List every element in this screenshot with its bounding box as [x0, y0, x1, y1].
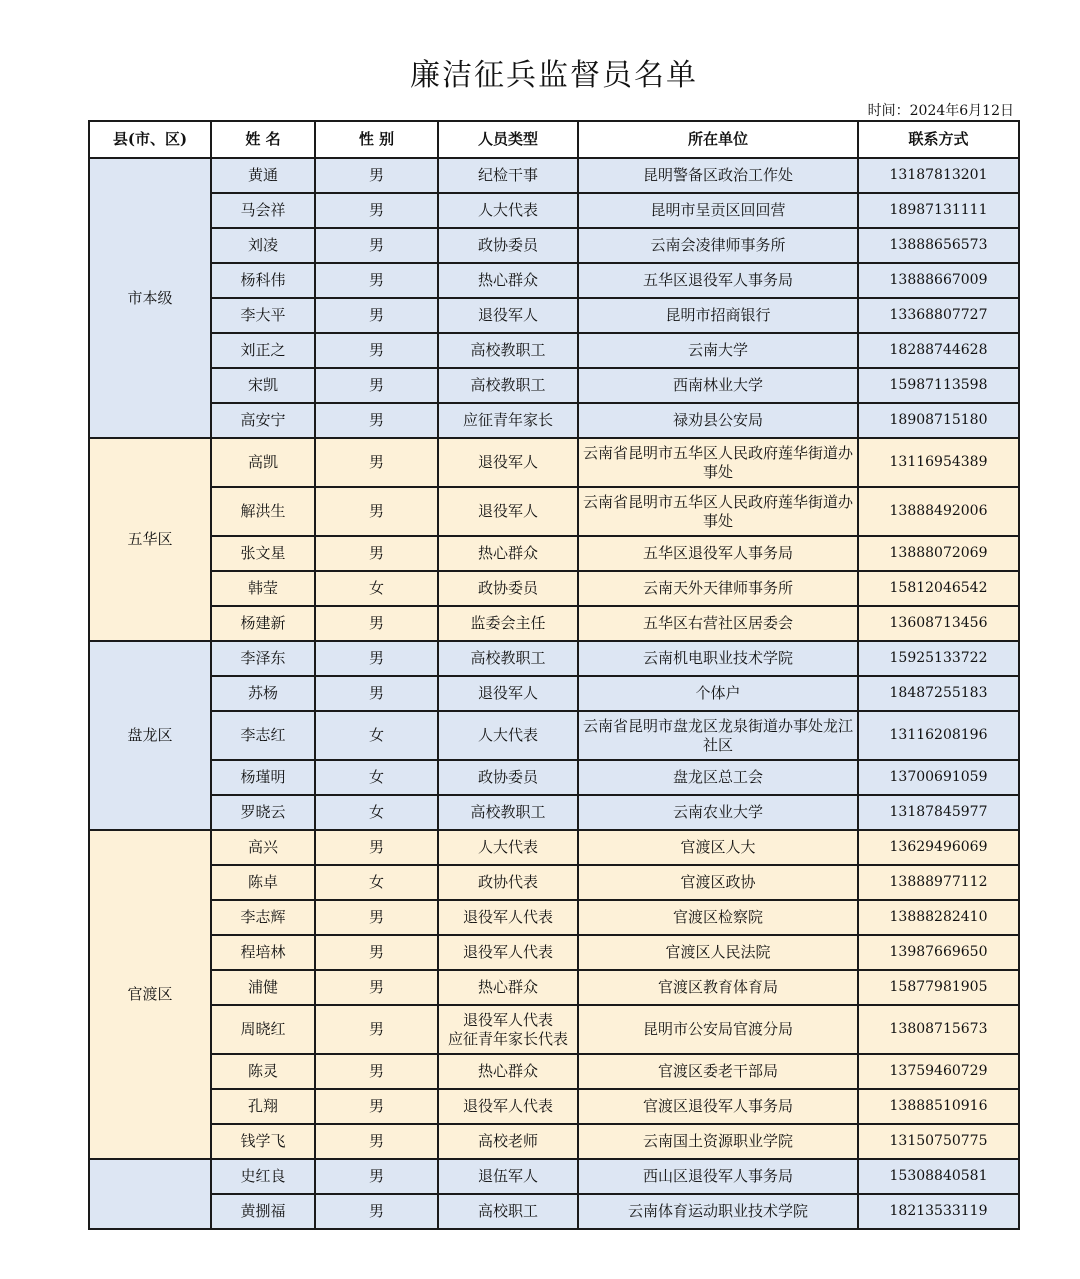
- name-cell: 李志辉: [211, 900, 315, 935]
- type-cell: 热心群众: [438, 536, 578, 571]
- table-row: [89, 1194, 1019, 1229]
- table-row: [89, 830, 1019, 865]
- unit-cell: 云南天外天律师事务所: [578, 571, 858, 606]
- unit-cell: 五华区右营社区居委会: [578, 606, 858, 641]
- header-county: 县(市、区): [89, 121, 211, 158]
- name-cell: 孔翔: [211, 1089, 315, 1124]
- type-cell: 纪检干事: [438, 158, 578, 193]
- name-cell: 刘凌: [211, 228, 315, 263]
- phone-cell: 13759460729: [858, 1054, 1019, 1089]
- type-cell: 退役军人: [438, 438, 578, 487]
- name-cell: 高兴: [211, 830, 315, 865]
- type-cell: 退役军人: [438, 487, 578, 536]
- gender-cell: 男: [315, 676, 438, 711]
- supervisor-table: [88, 120, 1020, 1230]
- type-cell: 政协委员: [438, 571, 578, 606]
- county-cell: 市本级: [89, 158, 211, 438]
- phone-cell: 18288744628: [858, 333, 1019, 368]
- header-contact: 联系方式: [858, 121, 1019, 158]
- type-cell: 高校老师: [438, 1124, 578, 1159]
- type-cell: 高校教职工: [438, 333, 578, 368]
- table-row: [89, 711, 1019, 760]
- type-cell: 政协代表: [438, 865, 578, 900]
- name-cell: 杨科伟: [211, 263, 315, 298]
- unit-cell: 官渡区退役军人事务局: [578, 1089, 858, 1124]
- gender-cell: 男: [315, 333, 438, 368]
- table-row: [89, 935, 1019, 970]
- type-cell: 热心群众: [438, 970, 578, 1005]
- table-row: [89, 228, 1019, 263]
- header-gender: 性 别: [315, 121, 438, 158]
- unit-cell: 云南会凌律师事务所: [578, 228, 858, 263]
- table-row: [89, 298, 1019, 333]
- table-row: [89, 1054, 1019, 1089]
- phone-cell: 18487255183: [858, 676, 1019, 711]
- phone-cell: 13629496069: [858, 830, 1019, 865]
- header-unit: 所在单位: [578, 121, 858, 158]
- unit-cell: 昆明市招商银行: [578, 298, 858, 333]
- unit-cell: 官渡区教育体育局: [578, 970, 858, 1005]
- type-cell: 高校教职工: [438, 641, 578, 676]
- county-cell: [89, 1159, 211, 1229]
- name-cell: 高安宁: [211, 403, 315, 438]
- name-cell: 解洪生: [211, 487, 315, 536]
- name-cell: 浦健: [211, 970, 315, 1005]
- table-row: [89, 487, 1019, 536]
- type-cell: 政协委员: [438, 228, 578, 263]
- gender-cell: 男: [315, 1005, 438, 1054]
- name-cell: 张文星: [211, 536, 315, 571]
- gender-cell: 女: [315, 760, 438, 795]
- table-row: [89, 571, 1019, 606]
- unit-cell: 云南省昆明市五华区人民政府莲华街道办事处: [578, 487, 858, 536]
- unit-cell: 西南林业大学: [578, 368, 858, 403]
- phone-cell: 15308840581: [858, 1159, 1019, 1194]
- table-row: [89, 158, 1019, 193]
- gender-cell: 男: [315, 830, 438, 865]
- phone-cell: 13888072069: [858, 536, 1019, 571]
- phone-cell: 18213533119: [858, 1194, 1019, 1229]
- gender-cell: 男: [315, 228, 438, 263]
- name-cell: 刘正之: [211, 333, 315, 368]
- phone-cell: 15812046542: [858, 571, 1019, 606]
- date-label: 时间：2024年6月12日: [867, 103, 1014, 119]
- unit-cell: 云南农业大学: [578, 795, 858, 830]
- table-row: [89, 333, 1019, 368]
- unit-cell: 云南体育运动职业技术学院: [578, 1194, 858, 1229]
- phone-cell: 13116954389: [858, 438, 1019, 487]
- table-row: [89, 900, 1019, 935]
- phone-cell: 13187845977: [858, 795, 1019, 830]
- phone-cell: 15877981905: [858, 970, 1019, 1005]
- header-type: 人员类型: [438, 121, 578, 158]
- gender-cell: 男: [315, 935, 438, 970]
- gender-cell: 男: [315, 1124, 438, 1159]
- phone-cell: 13150750775: [858, 1124, 1019, 1159]
- unit-cell: 昆明市公安局官渡分局: [578, 1005, 858, 1054]
- type-cell: 退役军人代表: [438, 900, 578, 935]
- unit-cell: 云南省昆明市盘龙区龙泉街道办事处龙江社区: [578, 711, 858, 760]
- phone-cell: 13888977112: [858, 865, 1019, 900]
- type-cell: 人大代表: [438, 711, 578, 760]
- unit-cell: 禄劝县公安局: [578, 403, 858, 438]
- table-row: [89, 1005, 1019, 1054]
- table-header-row: [89, 121, 1019, 158]
- unit-cell: 五华区退役军人事务局: [578, 536, 858, 571]
- gender-cell: 男: [315, 298, 438, 333]
- phone-cell: 13116208196: [858, 711, 1019, 760]
- gender-cell: 男: [315, 1054, 438, 1089]
- gender-cell: 男: [315, 158, 438, 193]
- unit-cell: 官渡区委老干部局: [578, 1054, 858, 1089]
- gender-cell: 男: [315, 1194, 438, 1229]
- table-row: [89, 676, 1019, 711]
- gender-cell: 男: [315, 368, 438, 403]
- unit-cell: 官渡区政协: [578, 865, 858, 900]
- phone-cell: 15925133722: [858, 641, 1019, 676]
- gender-cell: 男: [315, 1089, 438, 1124]
- name-cell: 宋凯: [211, 368, 315, 403]
- phone-cell: 13888510916: [858, 1089, 1019, 1124]
- gender-cell: 男: [315, 193, 438, 228]
- type-cell: 高校教职工: [438, 795, 578, 830]
- table-row: [89, 1089, 1019, 1124]
- table-row: [89, 970, 1019, 1005]
- type-cell: 退役军人代表: [438, 1089, 578, 1124]
- name-cell: 陈卓: [211, 865, 315, 900]
- unit-cell: 云南省昆明市五华区人民政府莲华街道办事处: [578, 438, 858, 487]
- gender-cell: 女: [315, 711, 438, 760]
- name-cell: 韩莹: [211, 571, 315, 606]
- phone-cell: 13808715673: [858, 1005, 1019, 1054]
- name-cell: 周晓红: [211, 1005, 315, 1054]
- phone-cell: 13888667009: [858, 263, 1019, 298]
- table-row: [89, 368, 1019, 403]
- phone-cell: 13888282410: [858, 900, 1019, 935]
- gender-cell: 男: [315, 1159, 438, 1194]
- table-row: [89, 536, 1019, 571]
- gender-cell: 女: [315, 571, 438, 606]
- gender-cell: 男: [315, 606, 438, 641]
- name-cell: 罗晓云: [211, 795, 315, 830]
- unit-cell: 西山区退役军人事务局: [578, 1159, 858, 1194]
- table-row: [89, 263, 1019, 298]
- unit-cell: 个体户: [578, 676, 858, 711]
- unit-cell: 官渡区人大: [578, 830, 858, 865]
- table-row: [89, 193, 1019, 228]
- county-cell: 五华区: [89, 438, 211, 641]
- type-cell: 应征青年家长: [438, 403, 578, 438]
- type-cell: 政协委员: [438, 760, 578, 795]
- type-cell: 热心群众: [438, 263, 578, 298]
- table-row: [89, 1159, 1019, 1194]
- table-row: [89, 795, 1019, 830]
- type-cell: 监委会主任: [438, 606, 578, 641]
- gender-cell: 男: [315, 263, 438, 298]
- phone-cell: 13608713456: [858, 606, 1019, 641]
- phone-cell: 13368807727: [858, 298, 1019, 333]
- name-cell: 黄通: [211, 158, 315, 193]
- type-cell: 退役军人: [438, 298, 578, 333]
- gender-cell: 男: [315, 438, 438, 487]
- unit-cell: 官渡区人民法院: [578, 935, 858, 970]
- table-row: [89, 760, 1019, 795]
- phone-cell: 13888492006: [858, 487, 1019, 536]
- gender-cell: 男: [315, 641, 438, 676]
- name-cell: 杨瑾明: [211, 760, 315, 795]
- table-row: [89, 1124, 1019, 1159]
- type-cell: 高校教职工: [438, 368, 578, 403]
- unit-cell: 五华区退役军人事务局: [578, 263, 858, 298]
- gender-cell: 男: [315, 536, 438, 571]
- gender-cell: 女: [315, 865, 438, 900]
- unit-cell: 盘龙区总工会: [578, 760, 858, 795]
- gender-cell: 女: [315, 795, 438, 830]
- table-row: [89, 403, 1019, 438]
- table-body: [89, 158, 1019, 1229]
- type-cell: 退伍军人: [438, 1159, 578, 1194]
- type-cell: 人大代表: [438, 830, 578, 865]
- name-cell: 陈灵: [211, 1054, 315, 1089]
- phone-cell: 18987131111: [858, 193, 1019, 228]
- header-name: 姓 名: [211, 121, 315, 158]
- name-cell: 程培林: [211, 935, 315, 970]
- table-row: [89, 438, 1019, 487]
- unit-cell: 官渡区检察院: [578, 900, 858, 935]
- table-row: [89, 641, 1019, 676]
- phone-cell: 18908715180: [858, 403, 1019, 438]
- name-cell: 高凯: [211, 438, 315, 487]
- unit-cell: 昆明市呈贡区回回营: [578, 193, 858, 228]
- unit-cell: 昆明警备区政治工作处: [578, 158, 858, 193]
- table-row: [89, 606, 1019, 641]
- unit-cell: 云南大学: [578, 333, 858, 368]
- name-cell: 黄捌福: [211, 1194, 315, 1229]
- name-cell: 苏杨: [211, 676, 315, 711]
- name-cell: 李大平: [211, 298, 315, 333]
- type-cell: 退役军人代表 应征青年家长代表: [438, 1005, 578, 1054]
- gender-cell: 男: [315, 487, 438, 536]
- county-cell: 盘龙区: [89, 641, 211, 830]
- county-cell: 官渡区: [89, 830, 211, 1159]
- phone-cell: 13888656573: [858, 228, 1019, 263]
- page-title: 廉洁征兵监督员名单: [410, 58, 698, 93]
- gender-cell: 男: [315, 403, 438, 438]
- name-cell: 史红良: [211, 1159, 315, 1194]
- type-cell: 退役军人代表: [438, 935, 578, 970]
- name-cell: 李志红: [211, 711, 315, 760]
- name-cell: 李泽东: [211, 641, 315, 676]
- name-cell: 杨建新: [211, 606, 315, 641]
- type-cell: 退役军人: [438, 676, 578, 711]
- phone-cell: 13187813201: [858, 158, 1019, 193]
- name-cell: 马会祥: [211, 193, 315, 228]
- phone-cell: 15987113598: [858, 368, 1019, 403]
- unit-cell: 云南机电职业技术学院: [578, 641, 858, 676]
- unit-cell: 云南国土资源职业学院: [578, 1124, 858, 1159]
- table-row: [89, 865, 1019, 900]
- gender-cell: 男: [315, 900, 438, 935]
- type-cell: 热心群众: [438, 1054, 578, 1089]
- gender-cell: 男: [315, 970, 438, 1005]
- type-cell: 高校职工: [438, 1194, 578, 1229]
- name-cell: 钱学飞: [211, 1124, 315, 1159]
- phone-cell: 13700691059: [858, 760, 1019, 795]
- type-cell: 人大代表: [438, 193, 578, 228]
- phone-cell: 13987669650: [858, 935, 1019, 970]
